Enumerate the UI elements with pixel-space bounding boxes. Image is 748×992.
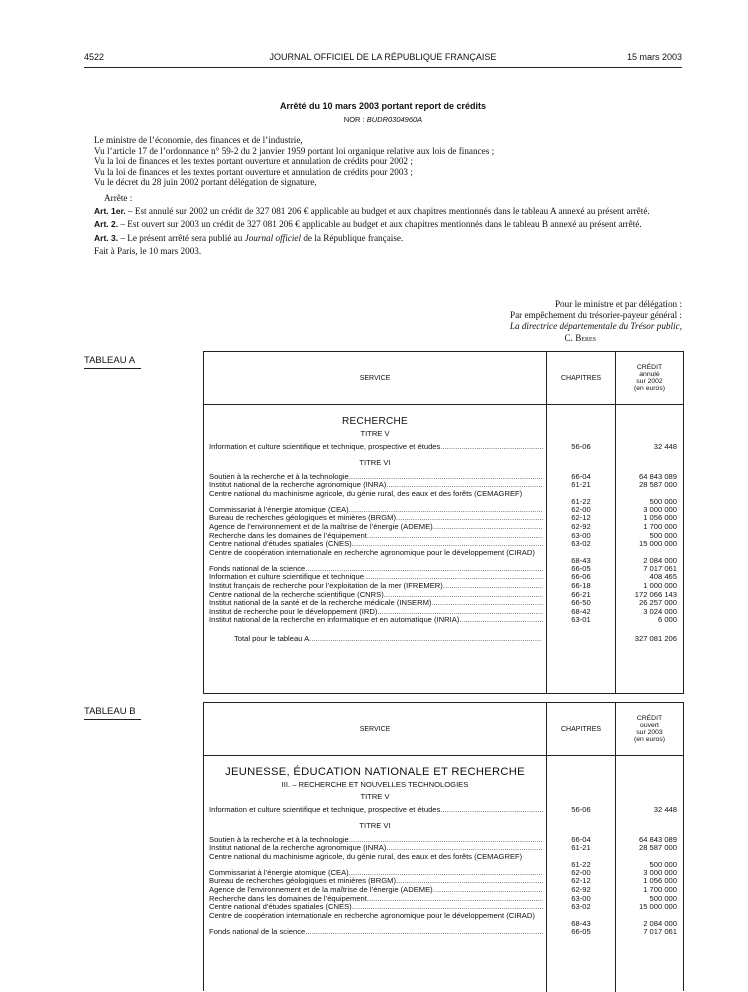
article-label: Art. 2. <box>94 219 119 230</box>
table-row <box>204 573 683 582</box>
amount-cell: 2 084 000 <box>643 918 677 928</box>
table-row <box>204 869 683 878</box>
table-row <box>204 549 683 565</box>
amount-cell: 408 465 <box>649 572 677 582</box>
chapitre-cell: 62-00 <box>571 867 591 877</box>
col-credit <box>616 352 683 404</box>
amount-cell: 32 448 <box>653 805 677 814</box>
service-cell: Fonds national de la science ..... <box>209 565 543 574</box>
table-row <box>204 565 683 574</box>
amount-cell: 15 000 000 <box>638 539 677 549</box>
titre-heading: TITRE V <box>360 429 390 438</box>
amount-cell: 6 000 <box>657 615 677 625</box>
section-title: RECHERCHE <box>341 416 409 427</box>
amount-cell: 172 066 143 <box>634 589 677 599</box>
amount-cell: 500 000 <box>649 530 677 540</box>
service-cell: Bureau de recherches géologiques et minières (BRGM) ..... <box>209 877 543 886</box>
amount-cell: 28 587 000 <box>638 843 677 853</box>
chapitre-cell: 62-92 <box>571 521 591 531</box>
service-cell: Institut national de la recherche agronomique (INRA) ..... <box>209 481 543 490</box>
col-chapitres: CHAPITRES <box>547 352 616 404</box>
table-header <box>204 703 683 756</box>
table-row <box>204 895 683 904</box>
titre-heading: TITRE VI <box>359 457 391 467</box>
signatory-name: C. Beres <box>564 332 596 343</box>
amount-cell: 1 700 000 <box>643 521 677 531</box>
chapitre-cell: 66-18 <box>571 580 591 590</box>
table-b <box>203 702 684 991</box>
amount-cell: 3 024 000 <box>643 606 677 616</box>
table-row <box>204 599 683 608</box>
service-cell: Recherche dans les domaines de l’équipement ..... <box>209 895 543 904</box>
amount-cell: 3 000 000 <box>643 504 677 514</box>
amount-cell: 64 843 089 <box>638 834 677 844</box>
table-row <box>204 844 683 853</box>
preamble-line: Le ministre de l’économie, des finances et de l’industrie, <box>94 135 303 145</box>
total-label: Total pour le tableau A ..... <box>234 635 542 644</box>
preamble-line: Vu l’article 17 de l’ordonnance n° 59-2 du 2 janvier 1959 portant loi organique relative aux lois de finances ; <box>94 145 495 156</box>
service-cell: Fonds national de la science ..... <box>209 928 543 937</box>
chapitre-cell: 56-06 <box>571 442 591 451</box>
total-row <box>204 635 683 644</box>
chapitre-cell: 66-05 <box>571 563 591 573</box>
article-text: – Est ouvert sur 2003 un crédit de 327 081 206 € applicable au budget et aux chapitres mentionnés dans le tableau B annexé au présent arrêté. <box>118 219 642 230</box>
chapitre-cell: 62-00 <box>571 504 591 514</box>
table-row <box>204 481 683 490</box>
amount-cell: 7 017 061 <box>643 926 677 936</box>
chapitre-cell: 68-43 <box>571 555 591 565</box>
table-row <box>204 582 683 591</box>
service-cell: Agence de l’environnement et de la maîtrise de l’énergie (ADEME) ..... <box>209 886 543 895</box>
col-credit-line: annulé <box>639 370 660 378</box>
table-row <box>204 903 683 912</box>
service-cell: Information et culture scientifique et technique, prospective et études ..... <box>209 443 543 452</box>
service-cell: Soutien à la recherche et à la technologie ..... <box>209 473 543 482</box>
service-cell: Recherche dans les domaines de l’équipement ..... <box>209 532 543 541</box>
amount-cell: 64 843 089 <box>638 471 677 481</box>
table-row <box>204 490 683 506</box>
table-body <box>204 756 683 992</box>
table-row <box>204 506 683 515</box>
service-cell: Centre national d’études spatiales (CNES) ..... <box>209 903 543 912</box>
col-credit-line: ouvert <box>640 721 659 729</box>
table-row <box>204 886 683 895</box>
nor-value: BUDR0304960A <box>366 115 423 124</box>
service-cell: Institut français de recherche pour l’exploitation de la mer (IFREMER) ..... <box>209 582 543 591</box>
article-text: de la République française. <box>301 232 404 243</box>
chapitre-cell: 66-21 <box>571 589 591 599</box>
chapitre-cell: 63-02 <box>571 902 591 912</box>
chapitre-cell: 63-01 <box>571 615 591 625</box>
decree-body <box>84 135 682 257</box>
table-header <box>204 352 683 405</box>
chapitre-cell: 66-05 <box>571 926 591 936</box>
section-title: JEUNESSE, ÉDUCATION NATIONALE ET RECHERCHE <box>225 766 525 778</box>
table-row <box>204 912 683 928</box>
service-cell: Centre national du machinisme agricole, du génie rural, des eaux et des forêts (CEMAGREF) <box>209 852 523 861</box>
service-cell: Commissariat à l’énergie atomique (CEA) ..... <box>209 506 543 515</box>
service-cell: Commissariat à l’énergie atomique (CEA) ..... <box>209 869 543 878</box>
table-row <box>204 853 683 869</box>
amount-cell: 28 587 000 <box>638 480 677 490</box>
nor-label: NOR : <box>343 115 365 124</box>
article-label: Art. 1er. <box>94 205 126 216</box>
article-3 <box>84 233 682 244</box>
decree-title: Arrêté du 10 mars 2003 portant report de crédits <box>279 101 487 111</box>
chapitre-cell: 62-12 <box>571 513 591 523</box>
titre-heading: TITRE VI <box>359 820 391 830</box>
chapitre-cell: 56-06 <box>571 805 591 814</box>
header-rule <box>84 67 682 68</box>
table-row <box>204 540 683 549</box>
chapitre-cell: 66-06 <box>571 572 591 582</box>
service-cell: Bureau de recherches géologiques et minières (BRGM) ..... <box>209 514 543 523</box>
table-body <box>204 405 683 693</box>
chapitre-cell: 63-00 <box>571 893 591 903</box>
table-row <box>204 443 683 452</box>
service-cell: Information et culture scientifique et technique ..... <box>209 573 543 582</box>
chapitre-cell: 61-22 <box>571 496 591 506</box>
article-label: Art. 3. <box>94 232 119 243</box>
titre-heading: TITRE V <box>360 792 390 801</box>
col-credit-line: CRÉDIT <box>636 363 663 371</box>
service-cell: Institut de recherche pour le développement (IRD) ..... <box>209 608 543 617</box>
table-row <box>204 514 683 523</box>
preamble-line: Vu la loi de finances et les textes portant ouverture et annulation de crédits pour 2002 ; <box>94 156 413 167</box>
col-credit-line: (en euros) <box>634 385 665 393</box>
table-b-label: TABLEAU B <box>84 706 141 720</box>
service-cell: Centre national de la recherche scientifique (CNRS) ..... <box>209 591 543 600</box>
chapitre-cell: 63-02 <box>571 539 591 549</box>
service-cell: Soutien à la recherche et à la technologie ..... <box>209 836 543 845</box>
service-cell: Centre de coopération internationale en recherche agronomique pour le développement (CIRAD) <box>209 911 535 920</box>
table-row <box>204 877 683 886</box>
amount-cell: 500 000 <box>649 496 677 506</box>
service-cell: Institut national de la recherche agronomique (INRA) ..... <box>209 844 543 853</box>
article-1 <box>84 206 682 217</box>
table-row <box>204 523 683 532</box>
table-row <box>204 836 683 845</box>
col-service: SERVICE <box>204 352 547 404</box>
amount-cell: 1 000 000 <box>643 580 677 590</box>
service-cell: Information et culture scientifique et technique, prospective et études ..... <box>209 806 543 815</box>
arrete-heading: Arrête : <box>104 192 133 203</box>
total-amount: 327 081 206 <box>634 633 677 643</box>
table-a-label: TABLEAU A <box>84 355 141 369</box>
article-text: – Est annulé sur 2002 un crédit de 327 081 206 € applicable au budget et aux chapitres mentionnés dans le tableau A annexé au présent arrêté. <box>125 205 650 216</box>
chapitre-cell: 61-22 <box>571 859 591 869</box>
issue-date: 15 mars 2003 <box>626 52 682 62</box>
chapitre-cell: 63-00 <box>571 530 591 540</box>
table-row <box>204 806 683 815</box>
signature-line: La directrice départementale du Trésor public, <box>509 321 682 332</box>
amount-cell: 7 017 061 <box>643 563 677 573</box>
amount-cell: 1 056 000 <box>643 513 677 523</box>
amount-cell: 500 000 <box>649 893 677 903</box>
amount-cell: 500 000 <box>649 859 677 869</box>
chapitre-cell: 61-21 <box>571 843 591 853</box>
table-row <box>204 532 683 541</box>
chapitre-cell: 61-21 <box>571 480 591 490</box>
table-a <box>203 351 684 694</box>
col-chapitres: CHAPITRES <box>547 703 616 755</box>
article-2 <box>84 219 682 230</box>
amount-cell: 1 056 000 <box>643 876 677 886</box>
subsection-title: III. – RECHERCHE ET NOUVELLES TECHNOLOGIES <box>281 780 469 789</box>
amount-cell: 1 700 000 <box>643 884 677 894</box>
col-credit-line: sur 2002 <box>636 378 663 385</box>
article-text-italic: Journal officiel <box>244 232 302 243</box>
table-row <box>204 928 683 937</box>
chapitre-cell: 66-04 <box>571 834 591 844</box>
amount-cell: 15 000 000 <box>638 902 677 912</box>
chapitre-cell: 68-43 <box>571 918 591 928</box>
chapitre-cell: 62-12 <box>571 876 591 886</box>
col-credit-line: CRÉDIT <box>636 714 663 722</box>
col-service: SERVICE <box>204 703 547 755</box>
service-cell: Centre national du machinisme agricole, du génie rural, des eaux et des forêts (CEMAGREF) <box>209 489 523 498</box>
chapitre-cell: 62-92 <box>571 884 591 894</box>
service-cell: Agence de l’environnement et de la maîtrise de l’énergie (ADEME) ..... <box>209 523 543 532</box>
page-number: 4522 <box>84 52 105 62</box>
signature-block <box>404 299 682 344</box>
preamble-line: Vu le décret du 28 juin 2002 portant délégation de signature, <box>94 177 317 188</box>
chapitre-cell: 68-42 <box>571 606 591 616</box>
col-credit <box>616 703 683 755</box>
nor-reference <box>84 115 682 124</box>
col-credit-line: sur 2003 <box>636 729 663 736</box>
done-at: Fait à Paris, le 10 mars 2003. <box>94 246 202 257</box>
service-cell: Centre de coopération internationale en recherche agronomique pour le développement (CIRAD) <box>209 548 535 557</box>
table-row <box>204 608 683 617</box>
table-row <box>204 616 683 625</box>
journal-title: JOURNAL OFFICIEL DE LA RÉPUBLIQUE FRANÇAISE <box>269 52 497 62</box>
amount-cell: 26 257 000 <box>638 598 677 608</box>
service-cell: Institut national de la santé et de la recherche médicale (INSERM) ..... <box>209 599 543 608</box>
table-row <box>204 591 683 600</box>
signature-line: Par empêchement du trésorier-payeur général : <box>509 310 682 321</box>
chapitre-cell: 66-50 <box>571 598 591 608</box>
amount-cell: 2 084 000 <box>643 555 677 565</box>
amount-cell: 32 448 <box>653 442 677 451</box>
service-cell: Centre national d’études spatiales (CNES) ..... <box>209 540 543 549</box>
signature-line: Pour le ministre et par délégation : <box>554 299 682 309</box>
amount-cell: 3 000 000 <box>643 867 677 877</box>
article-text: – Le présent arrêté sera publié au <box>118 232 245 243</box>
running-header <box>84 52 682 66</box>
table-row <box>204 473 683 482</box>
preamble-line: Vu la loi de finances et les textes portant ouverture et annulation de crédits pour 2003 ; <box>94 166 413 177</box>
service-cell: Institut national de la recherche en informatique et en automatique (INRIA) ..... <box>209 616 543 625</box>
chapitre-cell: 66-04 <box>571 471 591 481</box>
col-credit-line: (en euros) <box>634 736 665 744</box>
